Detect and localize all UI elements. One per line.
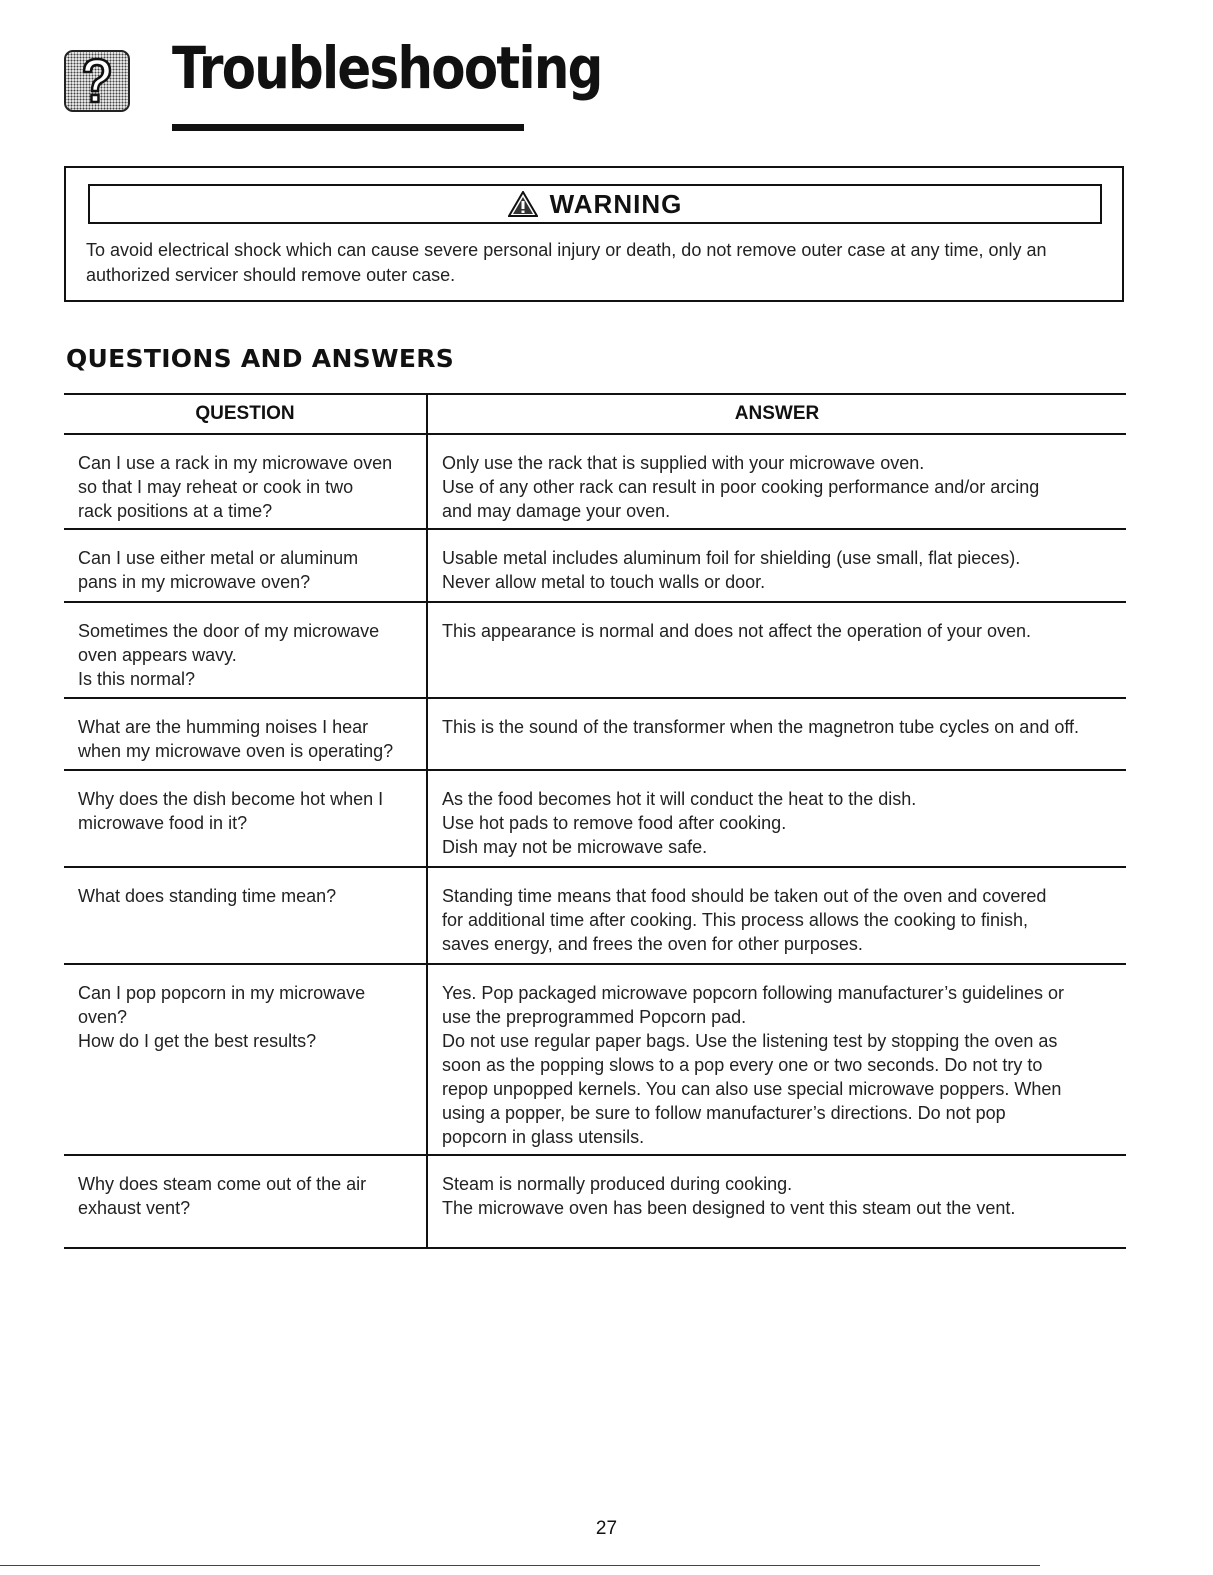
- question-line: Sometimes the door of my microwave: [78, 621, 380, 641]
- table-row: [64, 603, 1126, 699]
- question-line: oven appears wavy.: [78, 645, 237, 665]
- question-column-header: QUESTION: [64, 395, 428, 433]
- question-cell: [64, 771, 428, 866]
- answer-line: and may damage your oven.: [442, 501, 671, 521]
- question-cell: [64, 868, 428, 963]
- question-cell: [64, 699, 428, 769]
- answer-line: Standing time means that food should be taken out of the oven and covered: [442, 886, 1047, 906]
- question-line: so that I may reheat or cook in two: [78, 477, 354, 497]
- answer-line: Usable metal includes aluminum foil for shielding (use small, flat pieces).: [442, 548, 1021, 568]
- answer-line: for additional time after cooking. This process allows the cooking to finish,: [442, 910, 1028, 930]
- question-line: Is this normal?: [78, 669, 196, 689]
- answer-line: using a popper, be sure to follow manufacturer’s directions. Do not pop: [442, 1103, 1006, 1123]
- question-line: What does standing time mean?: [78, 886, 337, 906]
- page-header: [64, 34, 602, 130]
- answer-cell: [428, 868, 1126, 963]
- answer-line: Never allow metal to touch walls or door.: [442, 572, 766, 592]
- question-line: rack positions at a time?: [78, 501, 273, 521]
- answer-line: Steam is normally produced during cooking.: [442, 1174, 793, 1194]
- question-line: when my microwave oven is operating?: [78, 741, 394, 761]
- answer-cell: [428, 530, 1126, 601]
- answer-line: popcorn in glass utensils.: [442, 1127, 645, 1147]
- answer-line: The microwave oven has been designed to vent this steam out the vent.: [442, 1198, 1016, 1218]
- answer-line: Use hot pads to remove food after cooking.: [442, 813, 787, 833]
- table-row: [64, 965, 1126, 1156]
- table-row: [64, 699, 1126, 771]
- answer-line: soon as the popping slows to a pop every one or two seconds. Do not try to: [442, 1055, 1043, 1075]
- answer-cell: [428, 1156, 1126, 1247]
- answer-line: As the food becomes hot it will conduct the heat to the dish.: [442, 789, 917, 809]
- warning-box: [64, 166, 1124, 302]
- answer-line: Use of any other rack can result in poor cooking performance and/or arcing: [442, 477, 1040, 497]
- question-line: Can I use either metal or aluminum: [78, 548, 359, 568]
- qa-table: [64, 393, 1126, 1249]
- warning-title: WARNING: [549, 188, 683, 219]
- answer-line: This appearance is normal and does not affect the operation of your oven.: [442, 621, 1032, 641]
- question-cell: [64, 965, 428, 1154]
- page-title: Troubleshooting: [172, 34, 602, 102]
- answer-line: Do not use regular paper bags. Use the listening test by stopping the oven as: [442, 1031, 1058, 1051]
- answer-line: repop unpopped kernels. You can also use special microwave poppers. When: [442, 1079, 1062, 1099]
- question-line: Can I pop popcorn in my microwave: [78, 983, 366, 1003]
- question-cell: [64, 1156, 428, 1247]
- table-header: [64, 393, 1126, 435]
- answer-line: This is the sound of the transformer when the magnetron tube cycles on and off.: [442, 717, 1080, 737]
- question-line: Why does steam come out of the air: [78, 1174, 367, 1194]
- answer-cell: [428, 435, 1126, 528]
- question-cell: [64, 435, 428, 528]
- warning-triangle-icon: [508, 191, 538, 217]
- answer-cell: [428, 603, 1126, 697]
- answer-line: Yes. Pop packaged microwave popcorn following manufacturer’s guidelines or: [442, 983, 1065, 1003]
- warning-text: To avoid electrical shock which can cause severe personal injury or death, do not remove outer case at any time, only an authorized servicer should remove outer case.: [86, 240, 1047, 285]
- question-line: oven?: [78, 1007, 128, 1027]
- answer-cell: [428, 771, 1126, 866]
- answer-cell: [428, 965, 1126, 1154]
- table-row: [64, 435, 1126, 530]
- table-body: [64, 435, 1126, 1249]
- question-line: Can I use a rack in my microwave oven: [78, 453, 393, 473]
- question-cell: [64, 603, 428, 697]
- question-line: pans in my microwave oven?: [78, 572, 311, 592]
- table-row: [64, 868, 1126, 965]
- table-row: [64, 530, 1126, 603]
- question-line: What are the humming noises I hear: [78, 717, 369, 737]
- table-row: [64, 1156, 1126, 1249]
- footer-rule: [0, 1565, 1040, 1566]
- answer-cell: [428, 699, 1126, 769]
- question-line: Why does the dish become hot when I: [78, 789, 384, 809]
- warning-header: [88, 184, 1102, 224]
- answer-column-header: ANSWER: [734, 403, 820, 424]
- answer-line: use the preprogrammed Popcorn pad.: [442, 1007, 747, 1027]
- question-line: microwave food in it?: [78, 813, 248, 833]
- question-mark-icon: [64, 50, 130, 112]
- page-number: 27: [595, 1518, 618, 1539]
- question-line: How do I get the best results?: [78, 1031, 317, 1051]
- answer-line: Dish may not be microwave safe.: [442, 837, 708, 857]
- answer-line: Only use the rack that is supplied with your microwave oven.: [442, 453, 925, 473]
- table-row: [64, 771, 1126, 868]
- answer-line: saves energy, and frees the oven for other purposes.: [442, 934, 863, 954]
- section-title: QUESTIONS AND ANSWERS: [66, 344, 455, 373]
- question-cell: [64, 530, 428, 601]
- question-line: exhaust vent?: [78, 1198, 191, 1218]
- title-underline: [172, 124, 524, 131]
